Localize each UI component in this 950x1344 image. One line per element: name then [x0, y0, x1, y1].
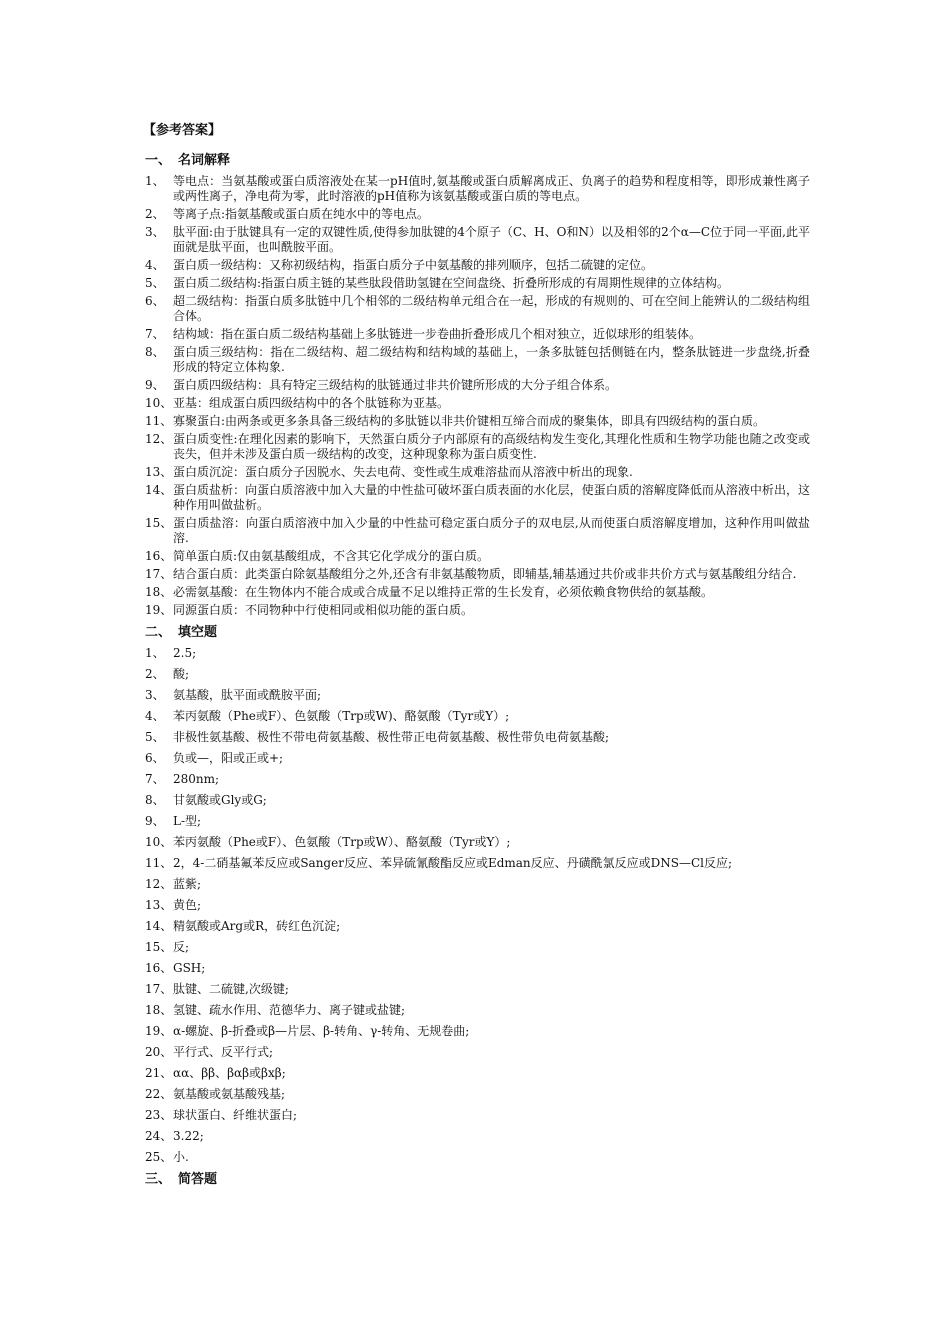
item-text: 2，4-二硝基氟苯反应或Sanger反应、苯异硫氰酸酯反应或Edman反应、丹磺酰氯反应或DNS—Cl反应; — [173, 856, 733, 870]
section-definitions — [145, 152, 810, 618]
item-number: 1、 — [145, 174, 165, 188]
list-item — [145, 1087, 810, 1102]
item-number: 3、 — [145, 225, 165, 239]
item-number: 16、 — [145, 549, 173, 563]
list-item — [145, 549, 810, 564]
list-item — [145, 294, 810, 324]
item-text: 蓝紫; — [173, 877, 202, 891]
reference-answer-title: 【参考答案】 — [143, 123, 222, 138]
item-text: 蛋白质变性:在理化因素的影响下，天然蛋白质分子内部原有的高级结构发生变化,其理化性质和生物学功能也随之改变或丧失，但并未涉及蛋白质一级结构的改变，这种现象称为蛋白质变性. — [173, 432, 810, 461]
item-number: 13、 — [145, 465, 173, 479]
item-number: 5、 — [145, 730, 165, 744]
item-text: 亚基：组成蛋白质四级结构中的各个肽链称为亚基。 — [173, 396, 450, 410]
item-number: 21、 — [145, 1066, 173, 1080]
item-text: 3.22; — [173, 1129, 204, 1143]
item-number: 15、 — [145, 940, 173, 954]
item-text: 蛋白质一级结构：又称初级结构，指蛋白质分子中氨基酸的排列顺序，包括二硫键的定位。 — [173, 258, 654, 272]
item-number: 14、 — [145, 483, 173, 497]
item-text: 蛋白质盐溶：向蛋白质溶液中加入少量的中性盐可稳定蛋白质分子的双电层,从而使蛋白质溶解度增加，这种作用叫做盐溶. — [173, 516, 810, 545]
list-item — [145, 465, 810, 480]
item-text: 必需氨基酸：在生物体内不能合成或合成量不足以维持正常的生长发育，必须依赖食物供给的氨基酸。 — [173, 585, 714, 599]
list-item — [145, 327, 810, 342]
item-number: 18、 — [145, 1003, 173, 1017]
item-number: 1、 — [145, 646, 165, 660]
item-text: 简单蛋白质:仅由氨基酸组成，不含其它化学成分的蛋白质。 — [173, 549, 490, 563]
item-text: 蛋白质盐析：向蛋白质溶液中加入大量的中性盐可破坏蛋白质表面的水化层，使蛋白质的溶解度降低而从溶液中析出，这种作用叫做盐析。 — [173, 483, 810, 512]
list-item — [145, 225, 810, 255]
section-title: 名词解释 — [178, 153, 231, 168]
item-number: 22、 — [145, 1087, 173, 1101]
list-item — [145, 1045, 810, 1060]
item-number: 2、 — [145, 667, 165, 681]
list-item — [145, 483, 810, 513]
list-item — [145, 835, 810, 850]
list-item — [145, 1129, 810, 1144]
item-text: 等电点：当氨基酸或蛋白质溶液处在某一pH值时,氨基酸或蛋白质解离成正、负离子的趋势和程度相等，即形成兼性离子或两性离子，净电荷为零，此时溶液的pH值称为该氨基酸或蛋白质的等电点。 — [173, 174, 810, 203]
item-number: 9、 — [145, 378, 165, 392]
list-item — [145, 603, 810, 618]
item-number: 9、 — [145, 814, 165, 828]
item-number: 6、 — [145, 751, 165, 765]
item-text: L-型; — [173, 814, 202, 828]
item-text: 苯丙氨酸（Phe或F）、色氨酸（Trp或W）、酪氨酸（Tyr或Y）; — [173, 835, 511, 849]
section-number: 三、 — [145, 1172, 172, 1187]
section-fill-in-blanks — [145, 624, 810, 1165]
list-item — [145, 414, 810, 429]
list-item — [145, 709, 810, 724]
list-item — [145, 174, 810, 204]
item-number: 18、 — [145, 585, 173, 599]
list-item — [145, 207, 810, 222]
item-text: 蛋白质沉淀：蛋白质分子因脱水、失去电荷、变性或生成难溶盐而从溶液中析出的现象. — [173, 465, 633, 479]
item-text: αα、ββ、βαβ或βxβ; — [173, 1066, 286, 1080]
item-number: 19、 — [145, 603, 173, 617]
list-item — [145, 378, 810, 393]
item-number: 4、 — [145, 258, 165, 272]
item-number: 5、 — [145, 276, 165, 290]
item-text: 280nm; — [173, 772, 220, 786]
item-number: 16、 — [145, 961, 173, 975]
item-number: 8、 — [145, 793, 165, 807]
item-text: 超二级结构：指蛋白质多肽链中几个相邻的二级结构单元组合在一起，形成的有规则的、可在空间上能辨认的二级结构组合体。 — [173, 294, 810, 323]
list-item — [145, 919, 810, 934]
item-number: 19、 — [145, 1024, 173, 1038]
list-item — [145, 814, 810, 829]
item-number: 11、 — [145, 414, 173, 428]
list-item — [145, 940, 810, 955]
item-text: 甘氨酸或Gly或G; — [173, 793, 267, 807]
item-text: 酸; — [173, 667, 190, 681]
item-number: 6、 — [145, 294, 165, 308]
item-text: 肽平面:由于肽键具有一定的双键性质,使得参加肽键的4个原子（C、H、O和N）以及相邻的2个α—C位于同一平面,此平面就是肽平面，也叫酰胺平面。 — [173, 225, 810, 254]
item-number: 25、 — [145, 1150, 173, 1164]
item-number: 10、 — [145, 835, 173, 849]
item-number: 12、 — [145, 432, 173, 446]
item-text: 肽键、二硫键,次级键; — [173, 982, 289, 996]
item-number: 12、 — [145, 877, 173, 891]
section-short-answers — [145, 1171, 810, 1189]
list-item — [145, 516, 810, 546]
list-item — [145, 432, 810, 462]
item-text: 平行式、反平行式; — [173, 1045, 274, 1059]
item-number: 14、 — [145, 919, 173, 933]
list-item — [145, 730, 810, 745]
item-number: 24、 — [145, 1129, 173, 1143]
item-text: 小. — [173, 1150, 189, 1164]
item-text: 蛋白质三级结构：指在二级结构、超二级结构和结构域的基础上，一条多肽链包括侧链在内，整条肽链进一步盘绕,折叠形成的特定立体构象. — [173, 345, 810, 374]
list-item — [145, 688, 810, 703]
item-text: 精氨酸或Arg或R，砖红色沉淀; — [173, 919, 341, 933]
list-item — [145, 276, 810, 291]
item-number: 23、 — [145, 1108, 173, 1122]
definitions-list — [145, 174, 810, 618]
item-text: 负或—，阳或正或+; — [173, 751, 284, 765]
section-title: 填空题 — [178, 625, 218, 640]
item-number: 10、 — [145, 396, 173, 410]
fill-in-answers-list — [145, 646, 810, 1165]
document-page — [145, 122, 810, 1193]
item-number: 8、 — [145, 345, 165, 359]
list-item — [145, 646, 810, 661]
list-item — [145, 877, 810, 892]
item-text: 非极性氨基酸、极性不带电荷氨基酸、极性带正电荷氨基酸、极性带负电荷氨基酸; — [173, 730, 610, 744]
item-number: 15、 — [145, 516, 173, 530]
item-number: 17、 — [145, 982, 173, 996]
item-text: 球状蛋白、纤维状蛋白; — [173, 1108, 298, 1122]
item-text: 反; — [173, 940, 190, 954]
item-text: 结构域：指在蛋白质二级结构基础上多肽链进一步卷曲折叠形成几个相对独立，近似球形的组装体。 — [173, 327, 702, 341]
list-item — [145, 1003, 810, 1018]
item-number: 2、 — [145, 207, 165, 221]
item-number: 17、 — [145, 567, 173, 581]
item-text: α-螺旋、β-折叠或β—片层、β-转角、γ-转角、无规卷曲; — [173, 1024, 470, 1038]
item-number: 7、 — [145, 327, 165, 341]
section-heading — [145, 624, 810, 642]
item-text: 氨基酸，肽平面或酰胺平面; — [173, 688, 322, 702]
item-text: 同源蛋白质：不同物种中行使相同或相似功能的蛋白质。 — [173, 603, 474, 617]
list-item — [145, 345, 810, 375]
list-item — [145, 982, 810, 997]
list-item — [145, 567, 810, 582]
section-heading — [145, 1171, 810, 1189]
section-heading — [145, 152, 810, 170]
list-item — [145, 1024, 810, 1039]
section-title: 简答题 — [178, 1172, 218, 1187]
item-number: 4、 — [145, 709, 165, 723]
list-item — [145, 856, 810, 871]
item-text: 黄色; — [173, 898, 202, 912]
list-item — [145, 585, 810, 600]
item-number: 7、 — [145, 772, 165, 786]
list-item — [145, 898, 810, 913]
item-text: 氢键、疏水作用、范德华力、离子键或盐键; — [173, 1003, 406, 1017]
item-text: 苯丙氨酸（Phe或F）、色氨酸（Trp或W)、酪氨酸（Tyr或Y）; — [173, 709, 510, 723]
list-item — [145, 667, 810, 682]
list-item — [145, 772, 810, 787]
item-number: 13、 — [145, 898, 173, 912]
list-item — [145, 258, 810, 273]
item-text: 蛋白质二级结构:指蛋白质主链的某些肽段借助氢键在空间盘绕、折叠所形成的有周期性规律的立体结构。 — [173, 276, 730, 290]
section-number: 一、 — [145, 153, 172, 168]
list-item — [145, 1066, 810, 1081]
item-number: 3、 — [145, 688, 165, 702]
item-text: 蛋白质四级结构：具有特定三级结构的肽链通过非共价键所形成的大分子组合体系。 — [173, 378, 618, 392]
item-text: GSH; — [173, 961, 206, 975]
item-text: 氨基酸或氨基酸残基; — [173, 1087, 286, 1101]
item-text: 等离子点:指氨基酸或蛋白质在纯水中的等电点。 — [173, 207, 430, 221]
item-text: 寡聚蛋白:由两条或更多条具备三级结构的多肽链以非共价键相互缔合而成的聚集体，即具有四级结构的蛋白质。 — [173, 414, 766, 428]
list-item — [145, 1150, 810, 1165]
list-item — [145, 793, 810, 808]
item-text: 结合蛋白质：此类蛋白除氨基酸组分之外,还含有非氨基酸物质，即辅基,辅基通过共价或非共价方式与氨基酸组分结合. — [173, 567, 797, 581]
section-number: 二、 — [145, 625, 172, 640]
item-number: 11、 — [145, 856, 173, 870]
item-number: 20、 — [145, 1045, 173, 1059]
list-item — [145, 751, 810, 766]
list-item — [145, 961, 810, 976]
list-item — [145, 396, 810, 411]
item-text: 2.5; — [173, 646, 197, 660]
list-item — [145, 1108, 810, 1123]
